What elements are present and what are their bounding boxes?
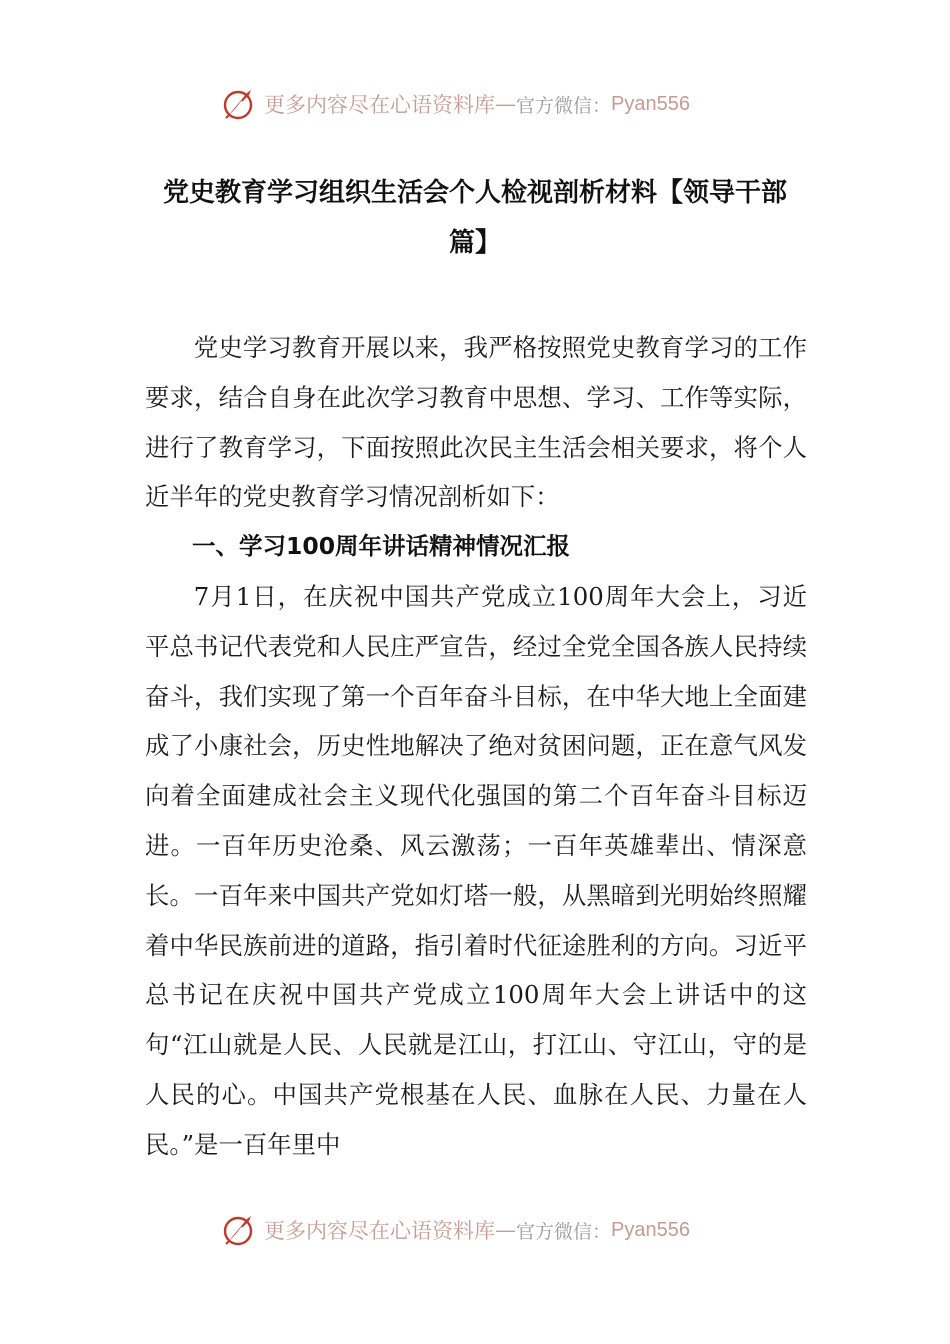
banner-brand-text: 更多内容尽在心语资料库 xyxy=(264,1219,495,1243)
header-banner xyxy=(0,80,950,128)
section-heading: 一、学习100周年讲话精神情况汇报 xyxy=(192,532,571,561)
document-body xyxy=(145,323,807,1170)
banner-wechat-id: Pyan556 xyxy=(611,1218,690,1241)
banner-wechat-id: Pyan556 xyxy=(611,92,690,115)
quill-circle-icon xyxy=(220,84,260,124)
body-paragraph: 7月1日，在庆祝中国共产党成立100周年大会上，习近平总书记代表党和人民庄严宣告，经过全党全国各族人民持续奋斗，我们实现了第一个百年奋斗目标，在中华大地上全面建成了小康社会，历史性地解决了绝对贫困问题，正在意气风发向着全面建成社会主义现代化强国的第二个百年奋斗目标迈进。一百年历史沧桑、风云激荡；一百年英雄辈出、情深意长。一百年来中国共产党如灯塔一般，从黑暗到光明始终照耀着中华民族前进的道路，指引着时代征途胜利的方向。习近平总书记在庆祝中国共产党成立100周年大会上讲话中的这句“江山就是人民、人民就是江山，打江山、守江山，守的是人民的心。中国共产党根基在人民、血脉在人民、力量在人民。”是一百年里中 xyxy=(145,581,807,1159)
banner-separator: — xyxy=(495,92,516,116)
footer-banner xyxy=(0,1206,950,1254)
banner-wechat-label: 官方微信： xyxy=(516,1220,612,1243)
banner-brand-text: 更多内容尽在心语资料库 xyxy=(264,93,495,117)
quill-circle-icon xyxy=(220,1210,260,1250)
banner-separator: — xyxy=(495,1218,516,1242)
document-title: 党史教育学习组织生活会个人检视剖析材料【领导干部篇】 xyxy=(162,178,787,258)
banner-wechat-label: 官方微信： xyxy=(516,94,612,117)
intro-paragraph: 党史学习教育开展以来，我严格按照党史教育学习的工作要求，结合自身在此次学习教育中思想、学习、工作等实际，进行了教育学习，下面按照此次民主生活会相关要求，将个人近半年的党史教育学习情况剖析如下： xyxy=(145,333,807,512)
